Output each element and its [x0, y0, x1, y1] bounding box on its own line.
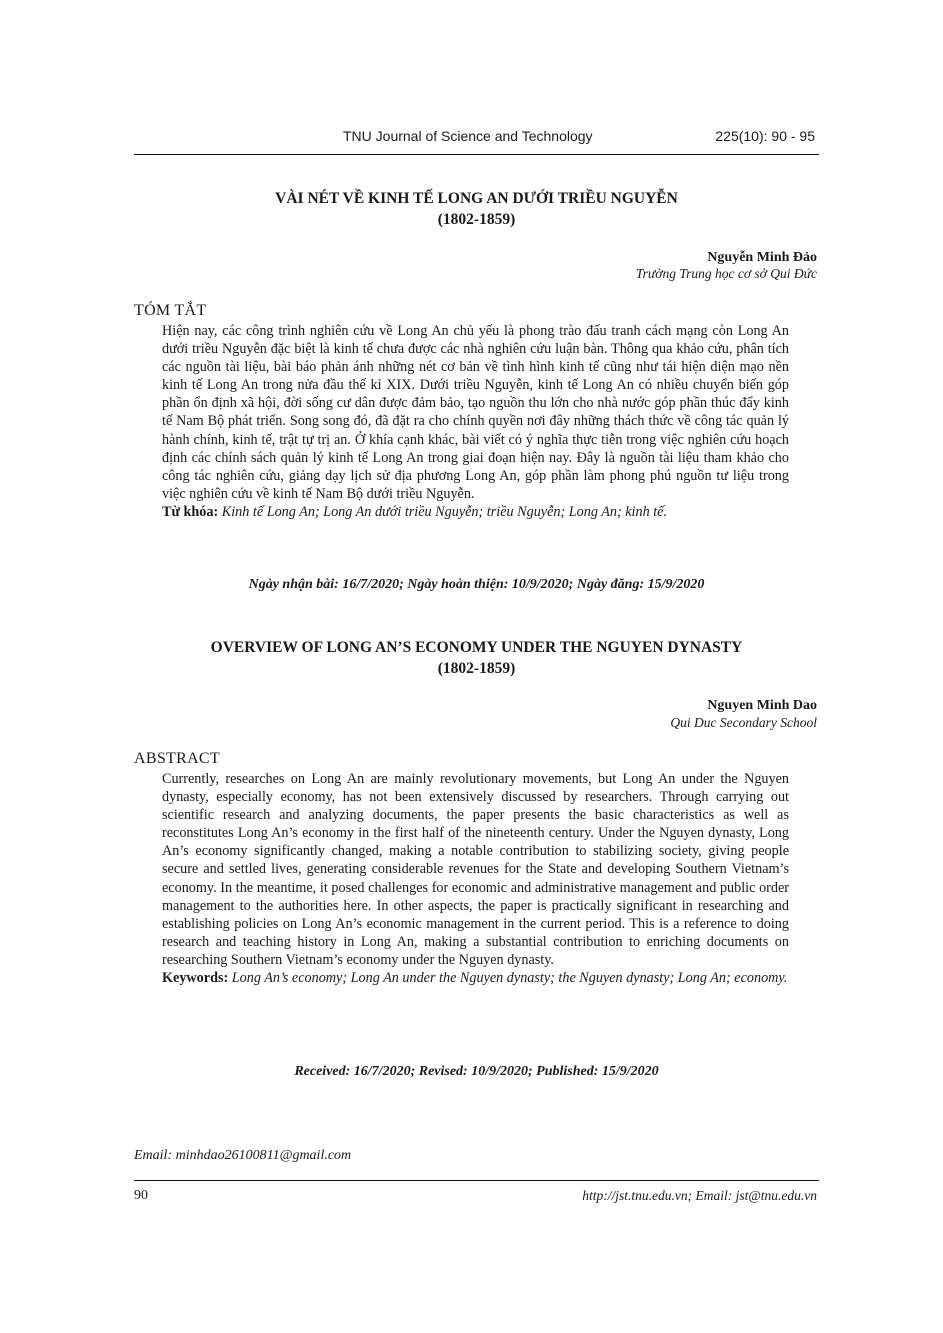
header-rule — [134, 154, 819, 155]
abstract-english — [162, 770, 789, 987]
keywords-vi-text: Kinh tế Long An; Long An dưới triều Nguyễn; triều Nguyễn; Long An; kinh tế. — [221, 503, 668, 520]
journal-name: TNU Journal of Science and Technology — [343, 128, 593, 144]
author-english: Nguyen Minh Dao — [707, 698, 817, 713]
journal-url: http://jst.tnu.edu.vn; Email: jst@tnu.edu.vn — [582, 1188, 817, 1203]
keywords-en — [162, 969, 789, 987]
keywords-en-text: Long An’s economy; Long An under the Nguyen dynasty; the Nguyen dynasty; Long An; economy. — [231, 970, 788, 987]
page-number: 90 — [134, 1188, 148, 1203]
title-vi-line2: (1802-1859) — [437, 211, 516, 228]
author-email: Email: minhdao26100811@gmail.com — [134, 1148, 352, 1163]
title-en-line2: (1802-1859) — [437, 660, 516, 677]
author-vietnamese: Nguyễn Minh Đảo — [707, 250, 817, 265]
abstract-vi-text: Hiện nay, các công trình nghiên cứu về Long An chủ yếu là phong trào đấu tranh cách mạng còn Long An dưới triều Nguyễn đặc biệt là kinh tế chưa được các nhà nghiên cứu luận bàn. Thông qua khảo cứu, phân tích các nguồn tài liệu, bài báo phản ánh những nét cơ bản về tình hình kinh tế cũng như tái hiện diện mạo nền kinh tế Long An trong nửa đầu thế kỉ XIX. Dưới triều Nguyễn, kinh tế Long An có nhiều chuyển biến góp phần ổn định xã hội, đời sống cư dân được đảm bảo, tạo nguồn thu lớn cho nhà nước góp phần thúc đẩy kinh tế Nam Bộ phát triển. Song song đó, đã đặt ra cho chính quyền nơi đây những thách thức về công tác quản lý hành chính, kinh tế, trật tự trị an. Ở khía cạnh khác, bài viết có ý nghĩa thực tiễn trong việc nghiên cứu hoạch định các chính sách quản lý kinh tế Long An trong giai đoạn hiện nay. Đây là nguồn tài liệu tham khảo cho công tác nghiên cứu, giảng dạy lịch sử địa phương Long An, góp phần làm phong phú nguồn tư liệu trong việc nghiên cứu về kinh tế Nam Bộ dưới triều Nguyễn. — [162, 323, 789, 502]
dates-english: Received: 16/7/2020; Revised: 10/9/2020; Published: 15/9/2020 — [294, 1064, 659, 1079]
abstract-en-text: Currently, researches on Long An are mainly revolutionary movements, but Long An under the Nguyen dynasty, especially economy, has not been extensively discussed by researchers. Through carrying out scientific research and analyzing documents, the paper presents the basic characteristics as well as reconstitutes Long An’s economy in the first half of the nineteenth century. Under the Nguyen dynasty, Long An’s economy significantly changed, making a notable contribution to stabilizing society, giving people secure and settled lives, generating considerable revenues for the State and developing Southern Vietnam’s economy. In the meantime, it posed challenges for economic and administrative management and public order management to the authorities here. In other aspects, the paper is practically significant in researching and establishing policies on Long An’s economic management in the current period. This is a reference to doing research and teaching history in Long An, making a substantial contribution to enriching documents on researching Southern Vietnam’s economy under the Nguyen dynasty. — [162, 771, 789, 968]
footer-rule — [134, 1180, 819, 1181]
keywords-vi — [162, 503, 789, 521]
title-vietnamese — [134, 188, 819, 230]
dates-vietnamese: Ngày nhận bài: 16/7/2020; Ngày hoàn thiện: 10/9/2020; Ngày đăng: 15/9/2020 — [248, 577, 705, 592]
affiliation-english: Qui Duc Secondary School — [670, 715, 817, 730]
title-vi-line1: VÀI NÉT VỀ KINH TẾ LONG AN DƯỚI TRIỀU NGUYỄN — [275, 190, 678, 207]
title-english — [134, 637, 819, 679]
abstract-vietnamese — [162, 322, 789, 521]
affiliation-vietnamese: Trường Trung học cơ sở Qui Đức — [635, 266, 817, 281]
section-heading-tom-tat: TÓM TẮT — [134, 302, 207, 319]
keywords-vi-label: Từ khóa: — [162, 503, 219, 520]
title-en-line1: OVERVIEW OF LONG AN’S ECONOMY UNDER THE NGUYEN DYNASTY — [210, 639, 743, 656]
issue-pages: 225(10): 90 - 95 — [715, 128, 815, 144]
section-heading-abstract: ABSTRACT — [134, 750, 220, 767]
keywords-en-label: Keywords: — [162, 970, 229, 987]
